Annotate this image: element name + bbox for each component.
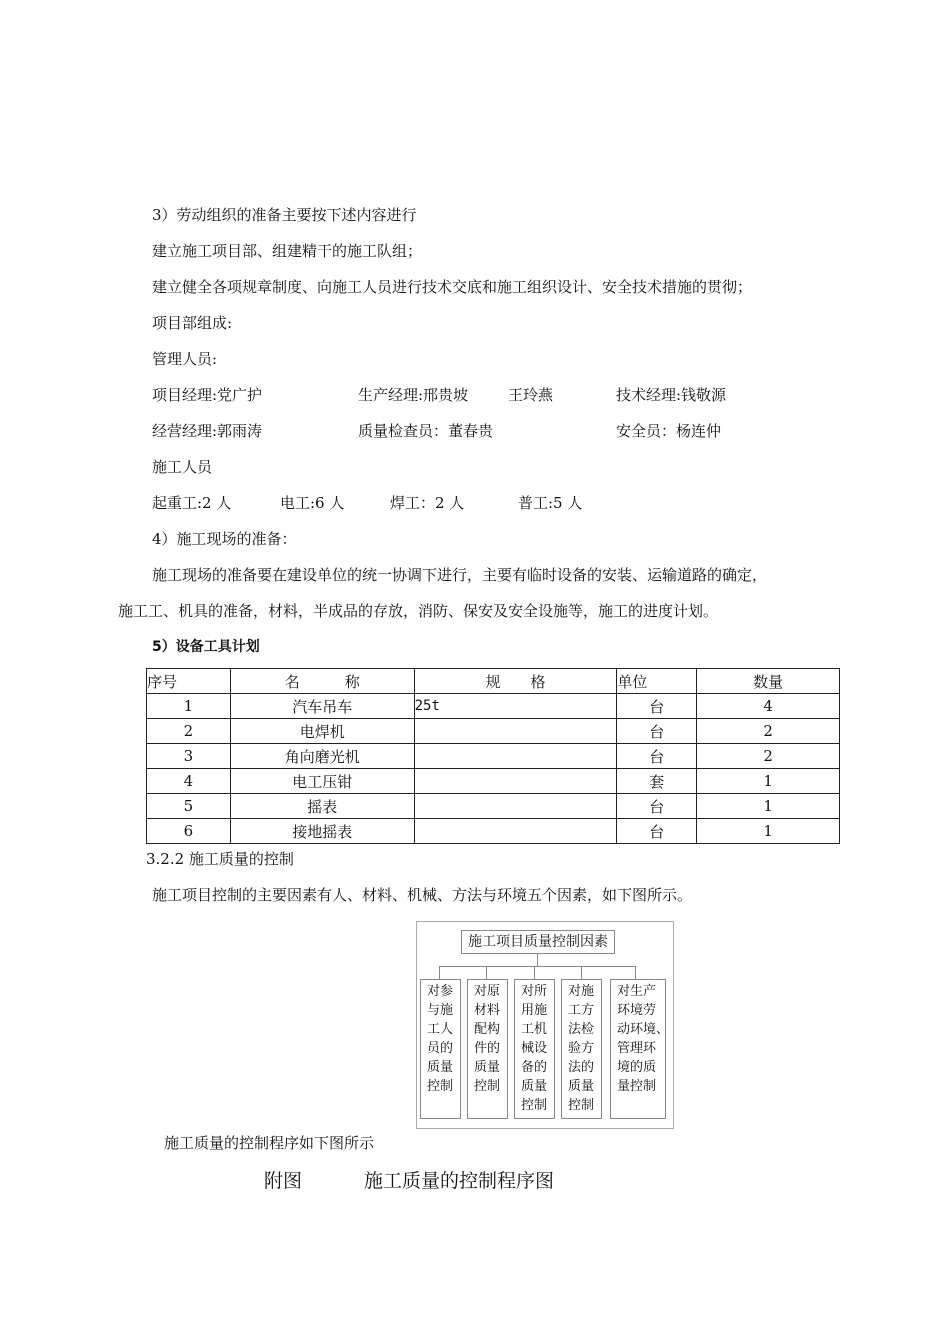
diagram-node-materials: 对原 材料 配构 件的 质量 控制 [467, 979, 508, 1119]
cell-name: 汽车吊车 [230, 694, 414, 719]
procedure-note: 施工质量的控制程序如下图所示 [164, 1134, 375, 1152]
cell-qty: 2 [697, 719, 840, 744]
table-row [147, 719, 840, 744]
quality-paragraph: 施工项目控制的主要因素有人、材料、机械、方法与环境五个因素，如下图所示。 [152, 886, 693, 904]
cell-unit: 台 [617, 694, 697, 719]
cell-name: 角向磨光机 [230, 744, 414, 769]
header-unit: 单位 [617, 669, 697, 694]
header-spec: 规 格 [414, 669, 617, 694]
labor-item-1: 建立施工项目部、组建精干的施工队组； [152, 242, 423, 260]
table-row [147, 744, 840, 769]
cell-no: 4 [147, 769, 231, 794]
diagram-trunk-line [537, 953, 538, 966]
welders: 焊工：2 人 [390, 494, 465, 512]
diagram-drop-line [439, 966, 440, 979]
cell-no: 3 [147, 744, 231, 769]
cell-spec [414, 794, 617, 819]
cell-name: 电工压钳 [230, 769, 414, 794]
diagram-drop-line [581, 966, 582, 979]
site-paragraph-1: 施工现场的准备要在建设单位的统一协调下进行，主要有临时设备的安装、运输道路的确定， [152, 566, 768, 584]
project-dept-label: 项目部组成: [152, 314, 233, 332]
safety-officer: 安全员：杨连仲 [616, 422, 722, 440]
diagram-root-node: 施工项目质量控制因素 [461, 930, 615, 954]
cell-unit: 台 [617, 744, 697, 769]
table-header-row [147, 669, 840, 694]
cell-unit: 台 [617, 819, 697, 844]
business-manager: 经营经理:郭雨涛 [152, 422, 263, 440]
diagram-drop-line [534, 966, 535, 979]
diagram-node-environment: 对生产 环境劳 动环境、 管理环 境的质 量控制 [610, 979, 666, 1119]
diagram-drop-line [486, 966, 487, 979]
cell-qty: 4 [697, 694, 840, 719]
cell-unit: 台 [617, 794, 697, 819]
table-row [147, 694, 840, 719]
cell-name: 摇表 [230, 794, 414, 819]
crane-workers: 起重工:2 人 [152, 494, 232, 512]
table-row [147, 819, 840, 844]
cell-name: 接地摇表 [230, 819, 414, 844]
electricians: 电工:6 人 [280, 494, 345, 512]
laborers: 普工:5 人 [518, 494, 583, 512]
cell-no: 5 [147, 794, 231, 819]
labor-heading: 3）劳动组织的准备主要按下述内容进行 [152, 206, 417, 224]
diagram-drop-line [635, 966, 636, 979]
management-label: 管理人员: [152, 350, 218, 368]
quality-section-heading: 3.2.2 施工质量的控制 [146, 850, 294, 868]
cell-qty: 1 [697, 819, 840, 844]
site-heading: 4）施工现场的准备： [152, 530, 297, 548]
header-no: 序号 [147, 669, 231, 694]
technical-manager: 技术经理:钱敬源 [616, 386, 727, 404]
equipment-table [146, 668, 840, 844]
diagram-branch-line [439, 966, 635, 967]
production-manager: 生产经理:邢贵坡 [358, 386, 469, 404]
cell-qty: 1 [697, 794, 840, 819]
figure-title: 施工质量的控制程序图 [364, 1170, 555, 1192]
cell-unit: 台 [617, 719, 697, 744]
cell-spec [414, 744, 617, 769]
header-qty: 数量 [697, 669, 840, 694]
equipment-heading: 5）设备工具计划 [152, 639, 260, 655]
cell-spec [414, 719, 617, 744]
cell-no: 2 [147, 719, 231, 744]
diagram-node-methods: 对施 工方 法检 验方 法的 质量 控制 [561, 979, 602, 1119]
site-paragraph-2: 施工工、机具的准备，材料，半成品的存放，消防、保安及安全设施等，施工的进度计划。 [118, 602, 719, 620]
labor-item-2: 建立健全各项规章制度、向施工人员进行技术交底和施工组织设计、安全技术措施的贯彻； [152, 278, 753, 296]
cell-unit: 套 [617, 769, 697, 794]
cell-qty: 2 [697, 744, 840, 769]
table-row [147, 794, 840, 819]
quality-inspector: 质量检查员：董春贵 [358, 422, 494, 440]
cell-qty: 1 [697, 769, 840, 794]
quality-factors-diagram [416, 921, 674, 1129]
figure-label: 附图 [264, 1170, 303, 1192]
workers-label: 施工人员 [152, 458, 213, 476]
cell-no: 6 [147, 819, 231, 844]
cell-spec: 25t [414, 694, 617, 719]
project-manager: 项目经理:党广护 [152, 386, 263, 404]
diagram-node-personnel: 对参 与施 工人 员的 质量 控制 [420, 979, 461, 1119]
production-manager-2: 王玲燕 [508, 386, 554, 404]
cell-no: 1 [147, 694, 231, 719]
diagram-node-machinery: 对所 用施 工机 械设 备的 质量 控制 [514, 979, 555, 1119]
header-name: 名 称 [230, 669, 414, 694]
cell-spec [414, 819, 617, 844]
table-row [147, 769, 840, 794]
cell-name: 电焊机 [230, 719, 414, 744]
cell-spec [414, 769, 617, 794]
